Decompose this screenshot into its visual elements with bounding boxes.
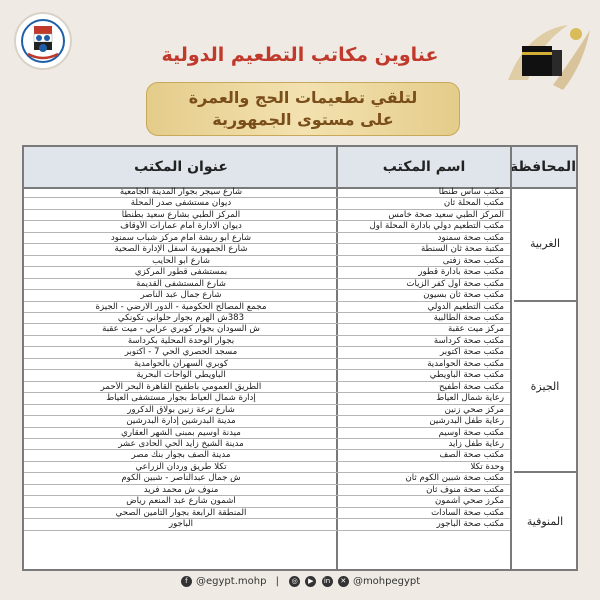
office-address-cell: مسجد الحصري الحي 7 - أكتوبر <box>24 347 338 358</box>
governorate-cell: الغربية <box>514 187 576 302</box>
office-address-cell: المركز الطبي بشارع سعيد بطنطا <box>24 210 338 221</box>
office-address-cell: ش جمال عبدالناصر - شبين الكوم <box>24 473 338 484</box>
linkedin-icon[interactable]: in <box>322 576 333 587</box>
office-name-cell: مكتب صحة الباويطي <box>338 370 510 381</box>
office-name-cell: مركز ميت عقبة <box>338 324 510 335</box>
office-name-cell: مكتب صحة الطالبية <box>338 313 510 324</box>
office-name-cell: مكتب التطعيم الدولي <box>338 302 510 313</box>
office-name-cell: مكتب صحة أكتوبر <box>338 347 510 358</box>
facebook-handle[interactable]: @egypt.mohp <box>196 576 267 587</box>
office-name-cell: مكتب صحة أول كفر الزيات <box>338 279 510 290</box>
x-icon[interactable]: ✕ <box>338 576 349 587</box>
table-header <box>24 147 576 189</box>
office-name-cell: مكتب المحلة ثان <box>338 198 510 209</box>
office-name-cell: مكرز صحي أشمون <box>338 496 510 507</box>
office-name-cell: مكتبة صحة ثان السنطة <box>338 244 510 255</box>
instagram-icon[interactable]: ◎ <box>289 576 300 587</box>
office-name-cell: مكتب صحة سمنود <box>338 233 510 244</box>
offices-table <box>22 145 578 571</box>
office-address-cell: الطريق العمومي بأطفيح القاهرة البحر الأحمر <box>24 382 338 393</box>
office-name-cell: مكتب صحة الباجور <box>338 519 510 530</box>
office-address-cell: شارع ترعة زنين بولاق الدكرور <box>24 405 338 416</box>
office-name-cell: المركز الطبي سعيد صحة خامس <box>338 210 510 221</box>
office-name-cell: مركز صحي زنين <box>338 405 510 416</box>
office-name-cell: مكتب صحة الصف <box>338 450 510 461</box>
office-name-cell: رعاية طفل زايد <box>338 439 510 450</box>
office-name-cell: مكتب صحة منوف ثان <box>338 485 510 496</box>
office-address-cell: ديوان الادارة امام عمارات الأوقاف <box>24 221 338 232</box>
office-address-cell: ش السودان بجوار كوبري عرابي - ميت عقبة <box>24 324 338 335</box>
office-address-cell: كوبري السهران بالحوامدية <box>24 359 338 370</box>
office-address-cell: شارع أبو الحايب <box>24 256 338 267</box>
office-name-column <box>336 187 512 569</box>
governorate-cell: المنوفية <box>526 514 564 528</box>
office-address-cell: مدينة الصف بجوار بنك مصر <box>24 450 338 461</box>
office-address-cell: ميدنة أوسيم بمبنى الشهر العقاري <box>24 428 338 439</box>
office-name-cell: مكتب صحة ثان بسيون <box>338 290 510 301</box>
social-footer <box>0 576 600 596</box>
office-address-cell: شارع سيجر بجوار المدينة الجامعية <box>24 187 338 198</box>
office-name-cell: مكتب صحة بادارة قطور <box>338 267 510 278</box>
office-address-cell: شارع الجمهورية أسفل الإدارة الصحية <box>24 244 338 255</box>
office-address-cell: شارع المستشفى القديمة <box>24 279 338 290</box>
header-governorate: المحافظة <box>509 159 576 175</box>
office-name-cell: مكتب صحة أوسيم <box>338 428 510 439</box>
office-address-cell: شارع أبو ربشة امام مركز شباب سمنود <box>24 233 338 244</box>
office-address-cell: ديوان مستشفى صدر المحلة <box>24 198 338 209</box>
office-address-cell: شارع جمال عبد الناصر <box>24 290 338 301</box>
office-address-cell: منوف ش محمد فريد <box>24 485 338 496</box>
office-name-cell: وحدة تكلا <box>338 462 510 473</box>
banner-line-1: لتلقي تطعيمات الحج والعمرة <box>188 88 418 107</box>
office-name-cell: مكتب التطعيم دولي بادارة المحلة اول <box>338 221 510 232</box>
office-name-cell: مكتب صحة شبين الكوم ثان <box>338 473 510 484</box>
ministry-logo-icon <box>20 18 66 64</box>
governorate-column <box>514 187 576 569</box>
facebook-icon[interactable]: f <box>181 576 192 587</box>
kaaba-illustration <box>498 10 594 96</box>
office-name-cell: مكتب صحة الحوامدية <box>338 359 510 370</box>
office-name-cell: مكتب صحة أطفيح <box>338 382 510 393</box>
divider: | <box>275 576 279 587</box>
header-office-address: عنوان المكتب <box>134 159 228 175</box>
office-address-cell: مدينة الشيخ زايد الحي الحادى عشر <box>24 439 338 450</box>
office-address-cell: تكلا طريق وردان الزراعي <box>24 462 338 473</box>
office-name-cell: مكتب صحة زفتى <box>338 256 510 267</box>
ministry-logo <box>14 12 72 70</box>
header-office-name: اسم المكتب <box>336 147 512 187</box>
youtube-icon[interactable]: ▶ <box>305 576 316 587</box>
office-address-cell: الباويطي الواحات البحرية <box>24 370 338 381</box>
office-name-cell: رعاية طفل البدرشين <box>338 416 510 427</box>
office-name-cell: مكتب صحة السادات <box>338 508 510 519</box>
office-name-cell: مكتب ساس طنطا <box>338 187 510 198</box>
social-handle[interactable]: @mohpegypt <box>352 576 421 587</box>
office-address-cell: بجوار الوحدة المحلية بكرداسة <box>24 336 338 347</box>
office-address-cell: مجمع المصالح الحكومية - الدور الارضي - الجيزة <box>24 302 338 313</box>
office-address-cell: المنطقة الرابعة بجوار التأمين الصحي <box>24 508 338 519</box>
subtitle-banner <box>146 82 460 136</box>
banner-line-2: على مستوى الجمهورية <box>212 110 394 129</box>
office-address-cell: إدارة شمال العياط بجوار مستشفى العياط <box>24 393 338 404</box>
office-name-cell: رعاية شمال العياط <box>338 393 510 404</box>
office-address-column <box>24 187 338 569</box>
page-title: عناوين مكاتب التطعيم الدولية <box>161 44 439 66</box>
governorate-cell: الجيزة <box>514 302 576 474</box>
office-address-cell: بمستشفى قطور المركزي <box>24 267 338 278</box>
office-address-cell: أشمون شارع عبد المنعم رياض <box>24 496 338 507</box>
office-name-cell: مكتب صحة كرداسة <box>338 336 510 347</box>
office-address-cell: الباجور <box>24 519 338 530</box>
office-address-cell: 383ش الهرم بجوار حلواني تكونكي <box>24 313 338 324</box>
office-address-cell: مدينة البدرشين إدارة البدرشين <box>24 416 338 427</box>
